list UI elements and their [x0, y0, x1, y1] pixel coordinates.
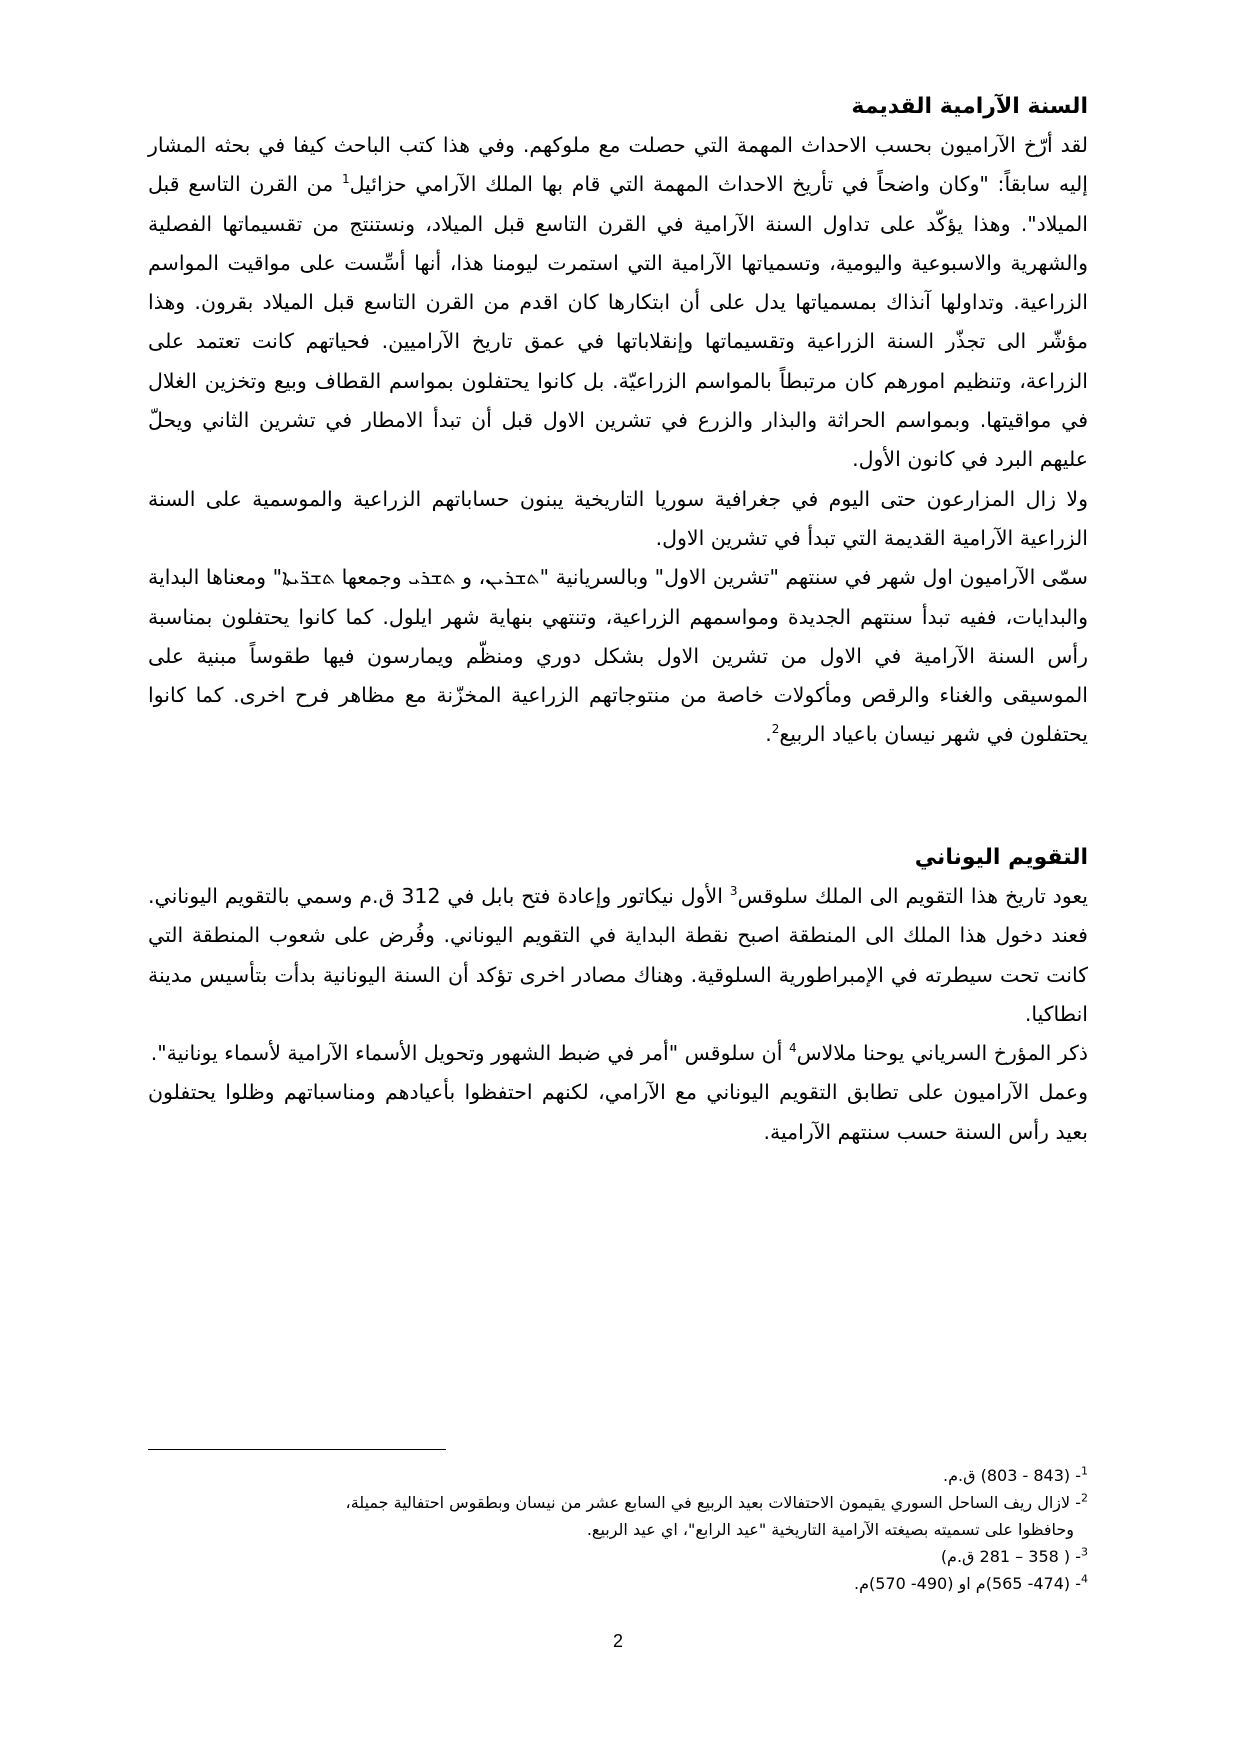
document-page — [148, 0, 1088, 1754]
footnote — [148, 1489, 1088, 1516]
section-aramaic-year-body — [148, 126, 1088, 755]
footnote-number: 3 — [1081, 1545, 1088, 1559]
footnote-text: - لازال ريف الساحل السوري يقيمون الاحتفالات بعيد الربيع في السابع عشر من نيسان وبطقوس احتفالية جميلة، — [345, 1493, 1081, 1512]
paragraph-text: أن سلوقس "أمر في ضبط الشهور وتحويل الأسماء الآرامية لأسماء يونانية". — [150, 1041, 789, 1066]
footnote-reference[interactable]: 2 — [771, 722, 780, 737]
paragraph-text: من القرن التاسع قبل الميلاد". وهذا يؤكّد على تداول السنة الآرامية في القرن التاسع قبل الميلاد، ونستنتج من تقسيماتها الفصلية والشهرية والاسبوعية واليومية، وتسمياتها الآرامية التي استمرت ليومنا هذا، أنها أسِّست على مواقيت المواسم الزراعية. وتداولها آنذاك بمسمياتها يدل على أن ابتكارها كان اقدم من القرن التاسع قبل الميلاد بقرون. وهذا مؤشّر الى تجذّر السنة الزراعية وتقسيماتها وإنقلاباتها في عمق تاريخ الآراميين. فحياتهم كانت تعتمد على الزراعة، وتنظيم امورهم كان مرتبطاً بالمواسم الزراعيّة. بل كانوا يحتفلون بمواسم القطاف وبيع وتخزين الغلال في مواقيتها. وبمواسم الحراثة والبذار والزرع في تشرين الاول قبل أن تبدأ الامطار في تشرين الثاني ويحلّ عليهم البرد في كانون الأول. — [148, 172, 1088, 472]
paragraph-text: يعود تاريخ هذا التقويم الى الملك سلوقس — [737, 884, 1088, 908]
paragraph-text: ذكر المؤرخ السرياني يوحنا ملالاس — [796, 1041, 1088, 1066]
footnote-reference[interactable]: 3 — [729, 884, 738, 899]
footnote-reference[interactable]: 4 — [788, 1041, 797, 1056]
footnote-text: - (843 - 803) ق.م. — [943, 1466, 1081, 1485]
paragraph — [148, 877, 1088, 1034]
footnote-number: 4 — [1081, 1572, 1088, 1586]
paragraph: وعمل الآراميون على تطابق التقويم اليوناني مع الآرامي، لكنهم احتفظوا بأعيادهم ومناسباتهم وظلوا يحتفلون بعيد رأس السنة حسب سنتهم الآرامية. — [148, 1080, 1088, 1144]
paragraph — [148, 558, 1088, 754]
footnote — [148, 1543, 1088, 1570]
footnote-reference[interactable]: 1 — [341, 172, 350, 187]
footnote-continuation: وحافظوا على تسميته بصيغته الآرامية التاريخية "عيد الرابع"، اي عيد الربيع. — [586, 1520, 1074, 1539]
paragraph-text: الأول نيكاتور وإعادة فتح بابل في 312 ق.م وسمي بالتقويم اليوناني. فعند دخول هذا الملك الى المنطقة اصبح نقطة البداية في التقويم اليوناني. وفُرض على شعوب المنطقة التي كانت تحت سيطرته في الإمبراطورية السلوقية. وهناك مصادر اخرى تؤكد أن السنة اليونانية بدأت بتأسيس مدينة انطاكيا. — [148, 884, 1088, 1026]
footnote-number: 2 — [1081, 1491, 1088, 1505]
footnote-number: 1 — [1081, 1464, 1088, 1478]
footnote-text: - (474- 565)م او (490- 570)م. — [854, 1574, 1081, 1593]
page-number: 2 — [612, 1631, 623, 1651]
footnote — [148, 1462, 1088, 1489]
footnotes — [148, 1462, 1088, 1597]
section-heading-aramaic-year: السنة الآرامية القديمة — [851, 94, 1088, 119]
paragraph-text: سمّى الآراميون اول شهر في سنتهم "تشرين الاول" وبالسريانية "ܬܫܪܝܢ، و ܬܫܪܝ وجمعها ܬܫܪ̈ܝܬܐ" ومعناها البداية والبدايات، ففيه تبدأ سنتهم الجديدة ومواسمهم الزراعية، وتنتهي بنهاية شهر ايلول. كما كانوا يحتفلون بمناسبة رأس السنة الآرامية في الاول من تشرين الاول بشكل دوري ومنظّم ويمارسون فيها طقوساً مبنية على الموسيقى والغناء والرقص ومأكولات خاصة من منتوجاتهم الزراعية المخزّنة مع مظاهر فرح اخرى. كما كانوا يحتفلون في شهر نيسان باعياد الربيع — [148, 565, 1088, 747]
footnote-separator — [148, 1449, 446, 1450]
footnote — [148, 1570, 1088, 1597]
footnote-text: - ( 358 – 281 ق.م) — [940, 1547, 1081, 1566]
paragraph-text: لقد أرّخ الآراميون بحسب الاحداث المهمة التي حصلت مع ملوكهم. وفي هذا كتب الباحث كيفا في بحثه المشار إليه سابقاً: "وكان واضحاً في تأريخ الاحداث المهمة التي قام بها الملك الآرامي حزائيل — [148, 133, 1088, 197]
paragraph: ولا زال المزارعون حتى اليوم في جغرافية سوريا التاريخية يبنون حساباتهم الزراعية والموسمية على السنة الزراعية الآرامية القديمة التي تبدأ في تشرين الاول. — [148, 486, 1088, 550]
paragraph — [148, 126, 1088, 480]
paragraph-text: . — [765, 722, 772, 747]
paragraph — [148, 1034, 1088, 1073]
section-heading-greek-calendar: التقويم اليوناني — [914, 845, 1088, 870]
section-greek-calendar-body — [148, 877, 1088, 1152]
